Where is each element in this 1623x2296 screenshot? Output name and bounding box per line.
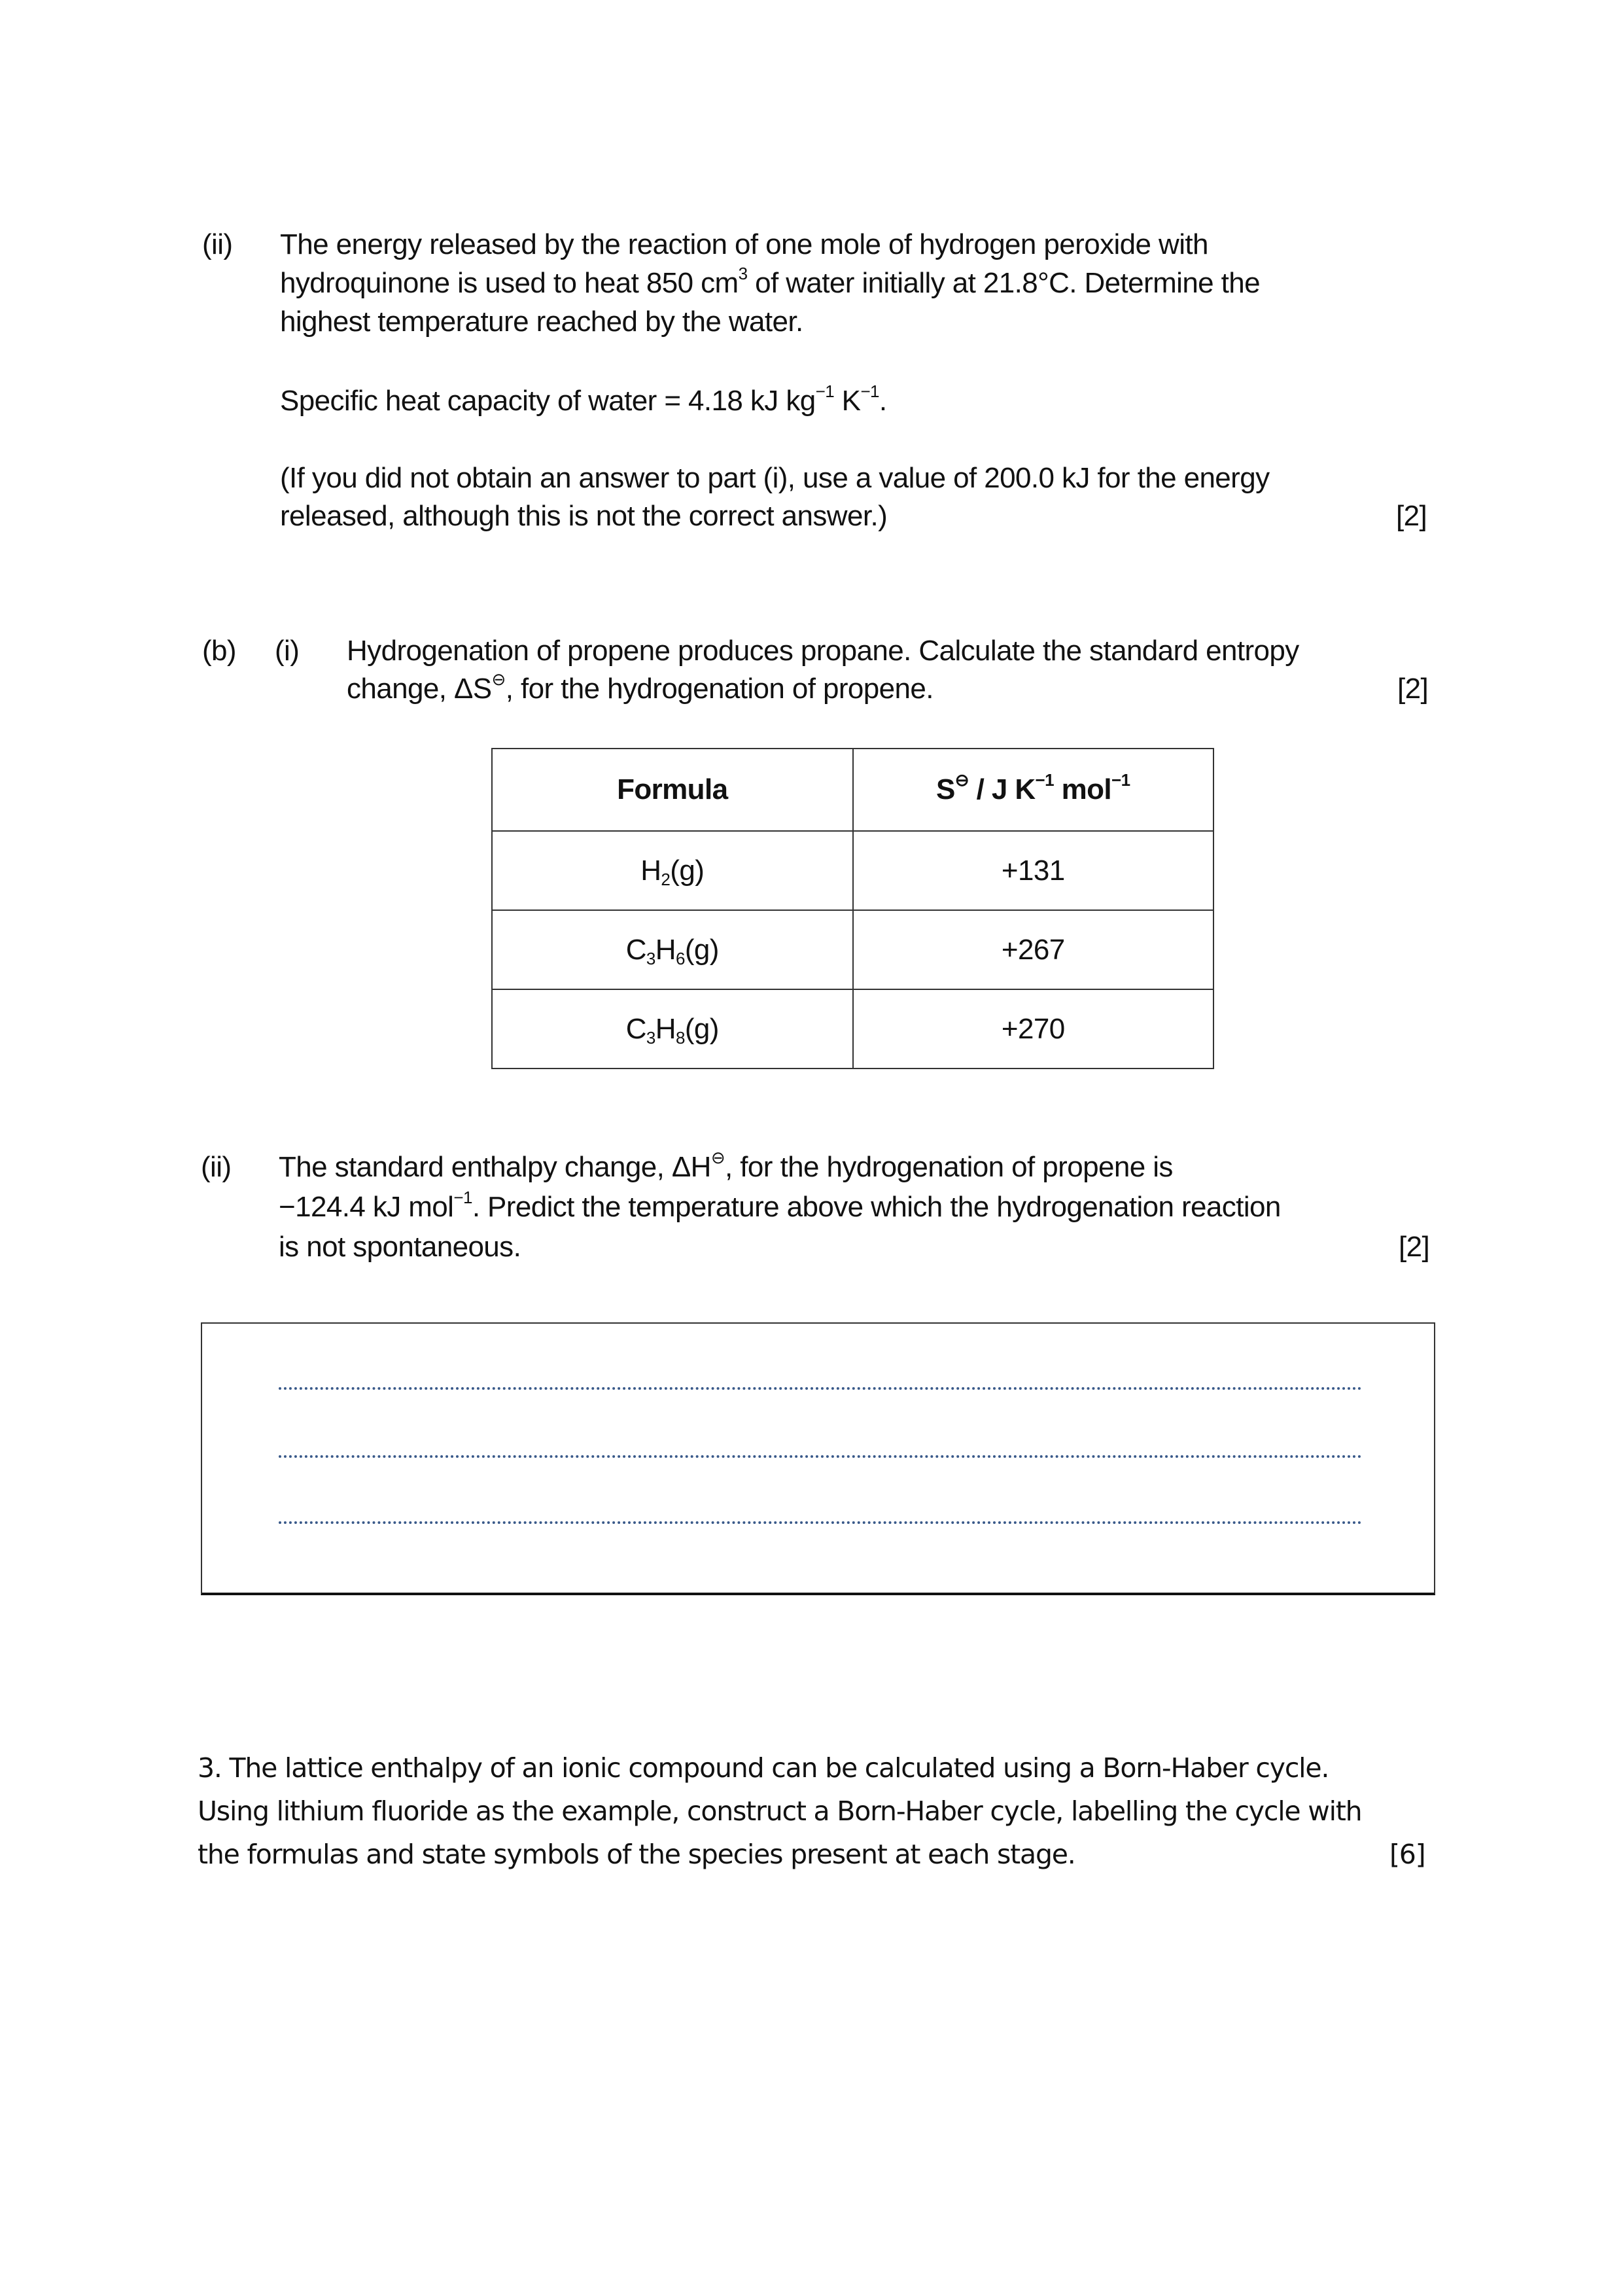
answer-line[interactable]: [279, 1387, 1362, 1390]
superscript: −1: [1035, 770, 1054, 790]
answer-box[interactable]: [201, 1322, 1435, 1595]
subscript: 6: [675, 948, 685, 968]
text: H: [655, 1012, 676, 1045]
entropy-cell: +131: [853, 831, 1214, 910]
question-3-text: 3. The lattice enthalpy of an ionic compound can be calculated using a Born-Haber cycle.: [198, 1752, 1329, 1784]
note-text: released, although this is not the correct answer.): [280, 500, 888, 532]
text: Specific heat capacity of water = 4.18 kJ kg: [280, 385, 816, 417]
part-label-ii: (ii): [202, 228, 233, 260]
subscript: 3: [646, 1027, 655, 1048]
specific-heat-capacity: [280, 381, 887, 418]
text: H: [655, 933, 676, 966]
question-text: [279, 1150, 1173, 1184]
part-label-b: (b): [202, 635, 236, 667]
question-text: is not spontaneous.: [279, 1231, 521, 1263]
answer-line[interactable]: [279, 1521, 1362, 1524]
question-3-text: Using lithium fluoride as the example, construct a Born-Haber cycle, labelling the cycle with: [198, 1795, 1362, 1827]
question-text: [347, 669, 934, 706]
formula-cell: [492, 910, 853, 989]
entropy-cell: +267: [853, 910, 1214, 989]
text: . Predict the temperature above which the hydrogenation reaction: [472, 1191, 1281, 1223]
superscript: 3: [738, 264, 748, 283]
formula-cell: [492, 989, 853, 1069]
superscript: −1: [815, 381, 835, 401]
text: H: [640, 854, 661, 887]
text: S: [936, 773, 955, 805]
question-text: highest temperature reached by the water.: [280, 306, 803, 338]
table-row: [492, 831, 1213, 910]
superscript: −1: [453, 1188, 472, 1207]
text: C: [625, 1012, 646, 1045]
superscript: ⊖: [954, 770, 969, 790]
superscript: ⊖: [491, 669, 506, 689]
part-label-i: (i): [275, 635, 300, 667]
entropy-cell: +270: [853, 989, 1214, 1069]
table-row: [492, 910, 1213, 989]
text: mol: [1053, 773, 1112, 805]
subscript: 3: [646, 948, 655, 968]
subscript: 2: [661, 869, 671, 889]
question-text: [280, 266, 1260, 300]
note-text: (If you did not obtain an answer to part (i), use a value of 200.0 kJ for the energy: [280, 462, 1270, 494]
entropy-table: [491, 748, 1214, 1069]
text: change, ΔS: [347, 673, 492, 705]
superscript: −1: [860, 381, 879, 401]
text: (g): [684, 933, 719, 966]
table-header-row: [492, 749, 1213, 831]
part-label-ii: (ii): [201, 1151, 232, 1183]
marks: [2]: [1396, 500, 1427, 532]
question-text: [279, 1190, 1281, 1224]
text: / J K: [968, 773, 1036, 805]
text: C: [625, 933, 646, 966]
formula-cell: [492, 831, 853, 910]
text: , for the hydrogenation of propene.: [505, 673, 934, 705]
header-entropy: [853, 749, 1214, 831]
text: The standard enthalpy change, ΔH: [279, 1151, 711, 1183]
text: −124.4 kJ mol: [279, 1191, 454, 1223]
text: (g): [684, 1012, 719, 1045]
superscript: −1: [1111, 770, 1130, 790]
marks: [2]: [1397, 673, 1429, 705]
text: of water initially at 21.8°C. Determine the: [747, 267, 1261, 299]
text: .: [879, 385, 887, 417]
question-text: Hydrogenation of propene produces propane. Calculate the standard entropy: [347, 635, 1299, 667]
text: hydroquinone is used to heat 850 cm: [280, 267, 739, 299]
superscript: ⊖: [710, 1148, 725, 1167]
text: (g): [670, 854, 705, 887]
text: , for the hydrogenation of propene is: [725, 1151, 1173, 1183]
header-formula: Formula: [492, 749, 853, 831]
answer-line[interactable]: [279, 1455, 1362, 1458]
table-row: [492, 989, 1213, 1069]
marks: [6]: [1389, 1839, 1425, 1870]
marks: [2]: [1399, 1231, 1430, 1263]
text: K: [834, 385, 861, 417]
question-text: The energy released by the reaction of one mole of hydrogen peroxide with: [280, 228, 1208, 260]
question-3-text: the formulas and state symbols of the species present at each stage.: [198, 1839, 1075, 1870]
subscript: 8: [675, 1027, 685, 1048]
